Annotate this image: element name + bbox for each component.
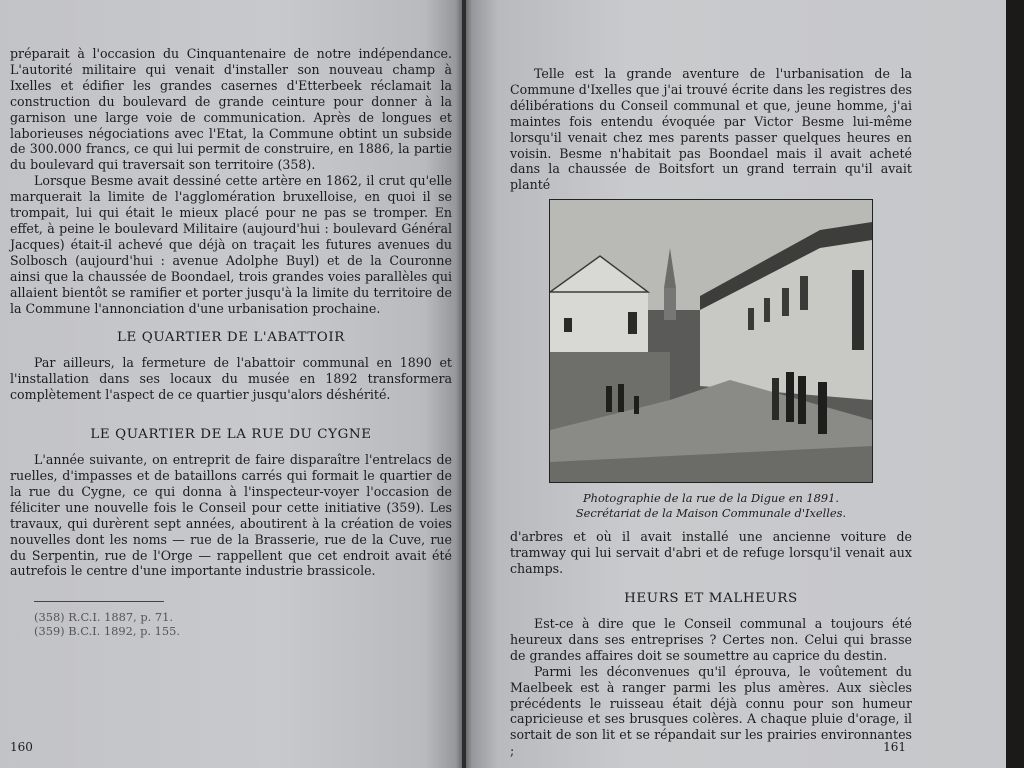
section-heading-abattoir: LE QUARTIER DE L'ABATTOIR — [117, 330, 345, 346]
right-paragraph-after-photo: d'arbres et où il avait installé une ancienne voiture de tramway qui lui servait d'abri et de refuge lorsqu'il venait aux champs. — [510, 529, 912, 577]
background-edge — [1006, 0, 1024, 768]
right-page — [466, 0, 1006, 768]
footnote-358: (358) R.C.I. 1887, p. 71. — [34, 610, 173, 625]
photo-caption-line-2: Secrétariat de la Maison Communale d'Ixelles. — [575, 506, 847, 521]
left-paragraph-abattoir: Par ailleurs, la fermeture de l'abattoir communal en 1890 et l'installation dans ses locaux du musée en 1892 transformera complètement l'aspect de ce quartier jusqu'alors déshérité. — [10, 355, 452, 403]
right-paragraph-intro: Telle est la grande aventure de l'urbanisation de la Commune d'Ixelles que j'ai trouvé écrite dans les registres des délibérations du Conseil communal et que, jeune homme, j'ai maintes fois entendu évoquée par Victor Besme lui-même lorsqu'il venait chez mes parents passer quelques heures en voisin. Besme n'habitait pas Boondael mais il avait acheté dans la chaussée de Boitsfort un grand terrain qu'il avait planté — [510, 66, 912, 193]
section-heading-cygne: LE QUARTIER DE LA RUE DU CYGNE — [90, 427, 372, 443]
photo-caption — [510, 491, 912, 521]
page-number-right: 161 — [883, 740, 906, 754]
right-paragraph-1: Est-ce à dire que le Conseil communal a toujours été heureux dans ses entreprises ? Certes non. Celui qui brasse de grandes affaires doit se soumettre au caprice du destin. — [510, 615, 912, 663]
photo-caption-line-1: Photographie de la rue de la Digue en 1891. — [582, 491, 840, 506]
page-number-left: 160 — [10, 740, 33, 754]
book-gutter — [456, 0, 472, 768]
left-page — [0, 0, 462, 768]
historic-street-photo — [549, 199, 873, 483]
section-heading-heurs: HEURS ET MALHEURS — [624, 590, 798, 606]
footnote-divider — [34, 601, 164, 602]
footnote-359: (359) B.C.I. 1892, p. 155. — [34, 624, 181, 639]
right-paragraph-2: Parmi les déconvenues qu'il éprouva, le voûtement du Maelbeek est à ranger parmi les plus amères. Aux siècles précédents le ruisseau était déjà connu pour son humeur capricieuse et ses brusques colères. A chaque pluie d'orage, il sortait de son lit et se répandait sur les prairies environnantes ; — [510, 663, 912, 759]
left-paragraph-2: Lorsque Besme avait dessiné cette artère en 1862, il crut qu'elle marquerait la limite de l'agglomération bruxelloise, en quoi il se trompait, lui qui était le mieux placé pour ne pas se tromper. En effet, à peine le boulevard Militaire (aujourd'hui : boulevard Général Jacques) était-il achevé que déjà on traçait les futures avenues du Solbosch (aujourd'hui : avenue Adolphe Buyl) et de la Couronne ainsi que la chaussée de Boondael, trois grandes voies parallèles qui allaient bientôt se ramifier et porter jusqu'à la limite du territoire de la Commune l'annonciation d'une urbanisation prochaine. — [10, 173, 452, 316]
left-paragraph-cygne: L'année suivante, on entreprit de faire disparaître l'entrelacs de ruelles, d'impasses et de bataillons carrés qui formait le quartier de la rue du Cygne, ce qui donna à l'inspecteur-voyer l'occasion de féliciter une nouvelle fois le Conseil pour cette initiative (359). Les travaux, qui durèrent sept années, aboutirent à la création de voies nouvelles dont les noms — rue de la Brasserie, rue de la Cuve, rue du Serpentin, rue de l'Orge — rappellent que cet endroit avait été autrefois le centre d'une importante industrie brassicole. — [10, 452, 452, 579]
left-paragraph-1: préparait à l'occasion du Cinquantenaire de notre indépendance. L'autorité militaire qui venait d'installer son nouveau champ à Ixelles et édifier les grandes casernes d'Etterbeek réclamait la construction du boulevard de grande ceinture pour donner à la garnison une large voie de communication. Après de longues et laborieuses négociations avec l'Etat, la Commune obtint un subside de 300.000 francs, ce qui lui permit de construire, en 1886, la partie du boulevard qui traversait son territoire (358). — [10, 46, 452, 173]
